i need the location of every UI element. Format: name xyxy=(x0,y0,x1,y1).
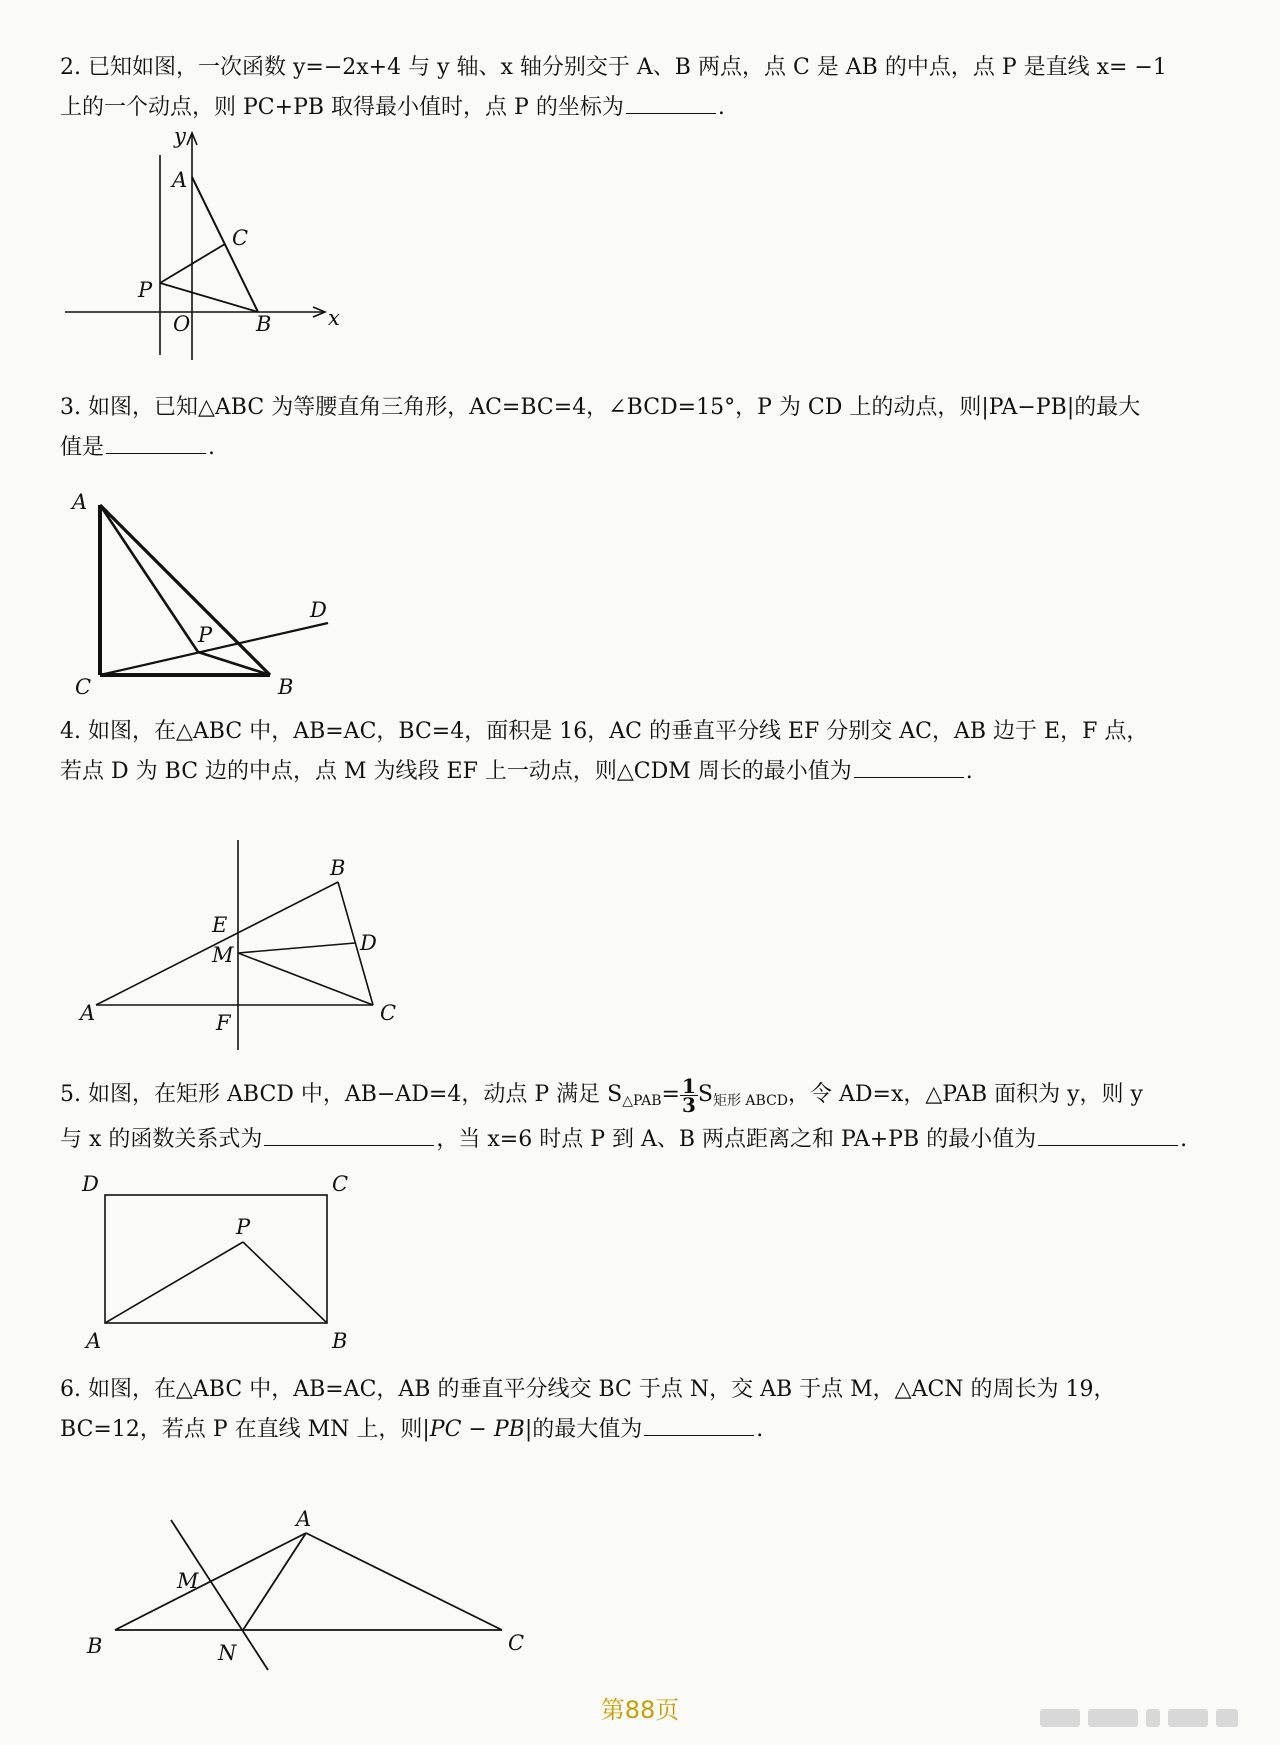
q5-answer-blank-1[interactable] xyxy=(264,1123,434,1146)
q3-label-P: P xyxy=(198,623,213,647)
question-2 xyxy=(60,48,1230,128)
q4-label-F: F xyxy=(216,1011,231,1035)
watermark xyxy=(1040,1705,1250,1735)
q2-label-A: A xyxy=(172,168,188,192)
q6-line1: 6. 如图，在△ABC 中，AB=AC，AB 的垂直平分线交 BC 于点 N，交 AB 于点 M，△ACN 的周长为 19， xyxy=(60,1377,1116,1402)
q5-answer-blank-2[interactable] xyxy=(1038,1123,1178,1146)
q2-label-P: P xyxy=(138,278,153,302)
question-5 xyxy=(60,1070,1230,1160)
q5-segment-PB xyxy=(243,1242,327,1323)
q5-fraction: $\frac{1}{3}$ xyxy=(681,1073,696,1117)
question-3 xyxy=(60,388,1230,468)
q4-label-E: E xyxy=(212,913,228,937)
q3-segment-AP xyxy=(100,505,198,652)
q5-segment-AP xyxy=(105,1242,243,1323)
q4-segment-MC xyxy=(238,953,373,1005)
q3-label-B: B xyxy=(278,675,294,695)
q4-label-C: C xyxy=(380,1001,397,1025)
q3-figure xyxy=(60,480,360,695)
q2-label-B: B xyxy=(256,312,272,336)
question-4 xyxy=(60,712,1230,792)
q2-label-C: C xyxy=(232,226,249,250)
q6-label-B: B xyxy=(87,1634,103,1658)
q2-label-O: O xyxy=(173,312,191,336)
q4-label-A: A xyxy=(80,1001,96,1025)
q5-label-D: D xyxy=(82,1172,99,1196)
q6-label-M: M xyxy=(177,1569,199,1593)
q3-label-C: C xyxy=(75,675,92,695)
q3-label-A: A xyxy=(72,490,88,514)
q5-label-C: C xyxy=(332,1172,349,1196)
q2-line1: 2. 已知如图，一次函数 y=−2x+4 与 y 轴、x 轴分别交于 A、B 两点，点 C 是 AB 的中点，点 P 是直线 x= −1 xyxy=(60,55,1167,80)
q2-segment-PB xyxy=(160,283,258,312)
q4-figure xyxy=(60,830,420,1065)
q6-figure xyxy=(60,1470,550,1675)
q4-label-M: M xyxy=(212,943,234,967)
q4-label-D: D xyxy=(360,931,377,955)
q6-segment-AN xyxy=(243,1533,306,1630)
page-number: 第88页 xyxy=(600,1696,680,1724)
q5-line1: 5. 如图，在矩形 ABCD 中，AB−AD=4，动点 P 满足 $S_{\triangle PAB}=$ $\frac{1}{3}$ $S_{矩形 ABCD}$，令 AD=x，△PAB 面积为 y，则 y xyxy=(60,1073,1143,1117)
q2-label-x: x xyxy=(328,306,340,330)
q4-line1: 4. 如图，在△ABC 中，AB=AC，BC=4，面积是 16，AC 的垂直平分线 EF 分别交 AC，AB 边于 E，F 点， xyxy=(60,719,1149,744)
q3-answer-blank[interactable] xyxy=(106,431,206,454)
q6-label-N: N xyxy=(218,1641,237,1665)
q6-label-A: A xyxy=(296,1507,312,1531)
q3-label-D: D xyxy=(310,598,327,622)
q2-label-y: y xyxy=(174,125,186,148)
q6-label-C: C xyxy=(508,1631,525,1655)
q5-label-B: B xyxy=(332,1329,348,1353)
q4-answer-blank[interactable] xyxy=(854,755,964,778)
q4-line2: 若点 D 为 BC 边的中点，点 M 为线段 EF 上一动点，则△CDM 周长的最小值为 . xyxy=(60,752,1230,792)
q3-line-CD xyxy=(100,623,328,675)
q4-label-B: B xyxy=(330,856,346,880)
q6-expression: |PC − PB| xyxy=(422,1417,533,1442)
question-6 xyxy=(60,1370,1230,1450)
q5-label-P: P xyxy=(236,1215,251,1239)
q5-line2: 与 x 的函数关系式为 ，当 x=6 时点 P 到 A、B 两点距离之和 PA+PB 的最小值为 . xyxy=(60,1120,1230,1160)
q3-segment-AB xyxy=(100,505,270,675)
q6-segment-AC xyxy=(306,1533,502,1630)
q6-answer-blank[interactable] xyxy=(644,1413,754,1436)
q2-answer-blank[interactable] xyxy=(626,91,716,114)
q5-figure xyxy=(60,1170,380,1355)
q3-line1: 3. 如图，已知△ABC 为等腰直角三角形，AC=BC=4，∠BCD=15°，P 为 CD 上的动点，则|PA−PB|的最大 xyxy=(60,395,1141,420)
q2-figure xyxy=(60,125,390,365)
q2-line2: 上的一个动点，则 PC+PB 取得最小值时，点 P 的坐标为 . xyxy=(60,88,1230,128)
q5-label-A: A xyxy=(86,1329,102,1353)
q3-line2: 值是 . xyxy=(60,428,1230,468)
q4-segment-MD xyxy=(238,943,355,953)
q6-line2: BC=12，若点 P 在直线 MN 上，则|PC − PB|的最大值为 . xyxy=(60,1410,1230,1450)
